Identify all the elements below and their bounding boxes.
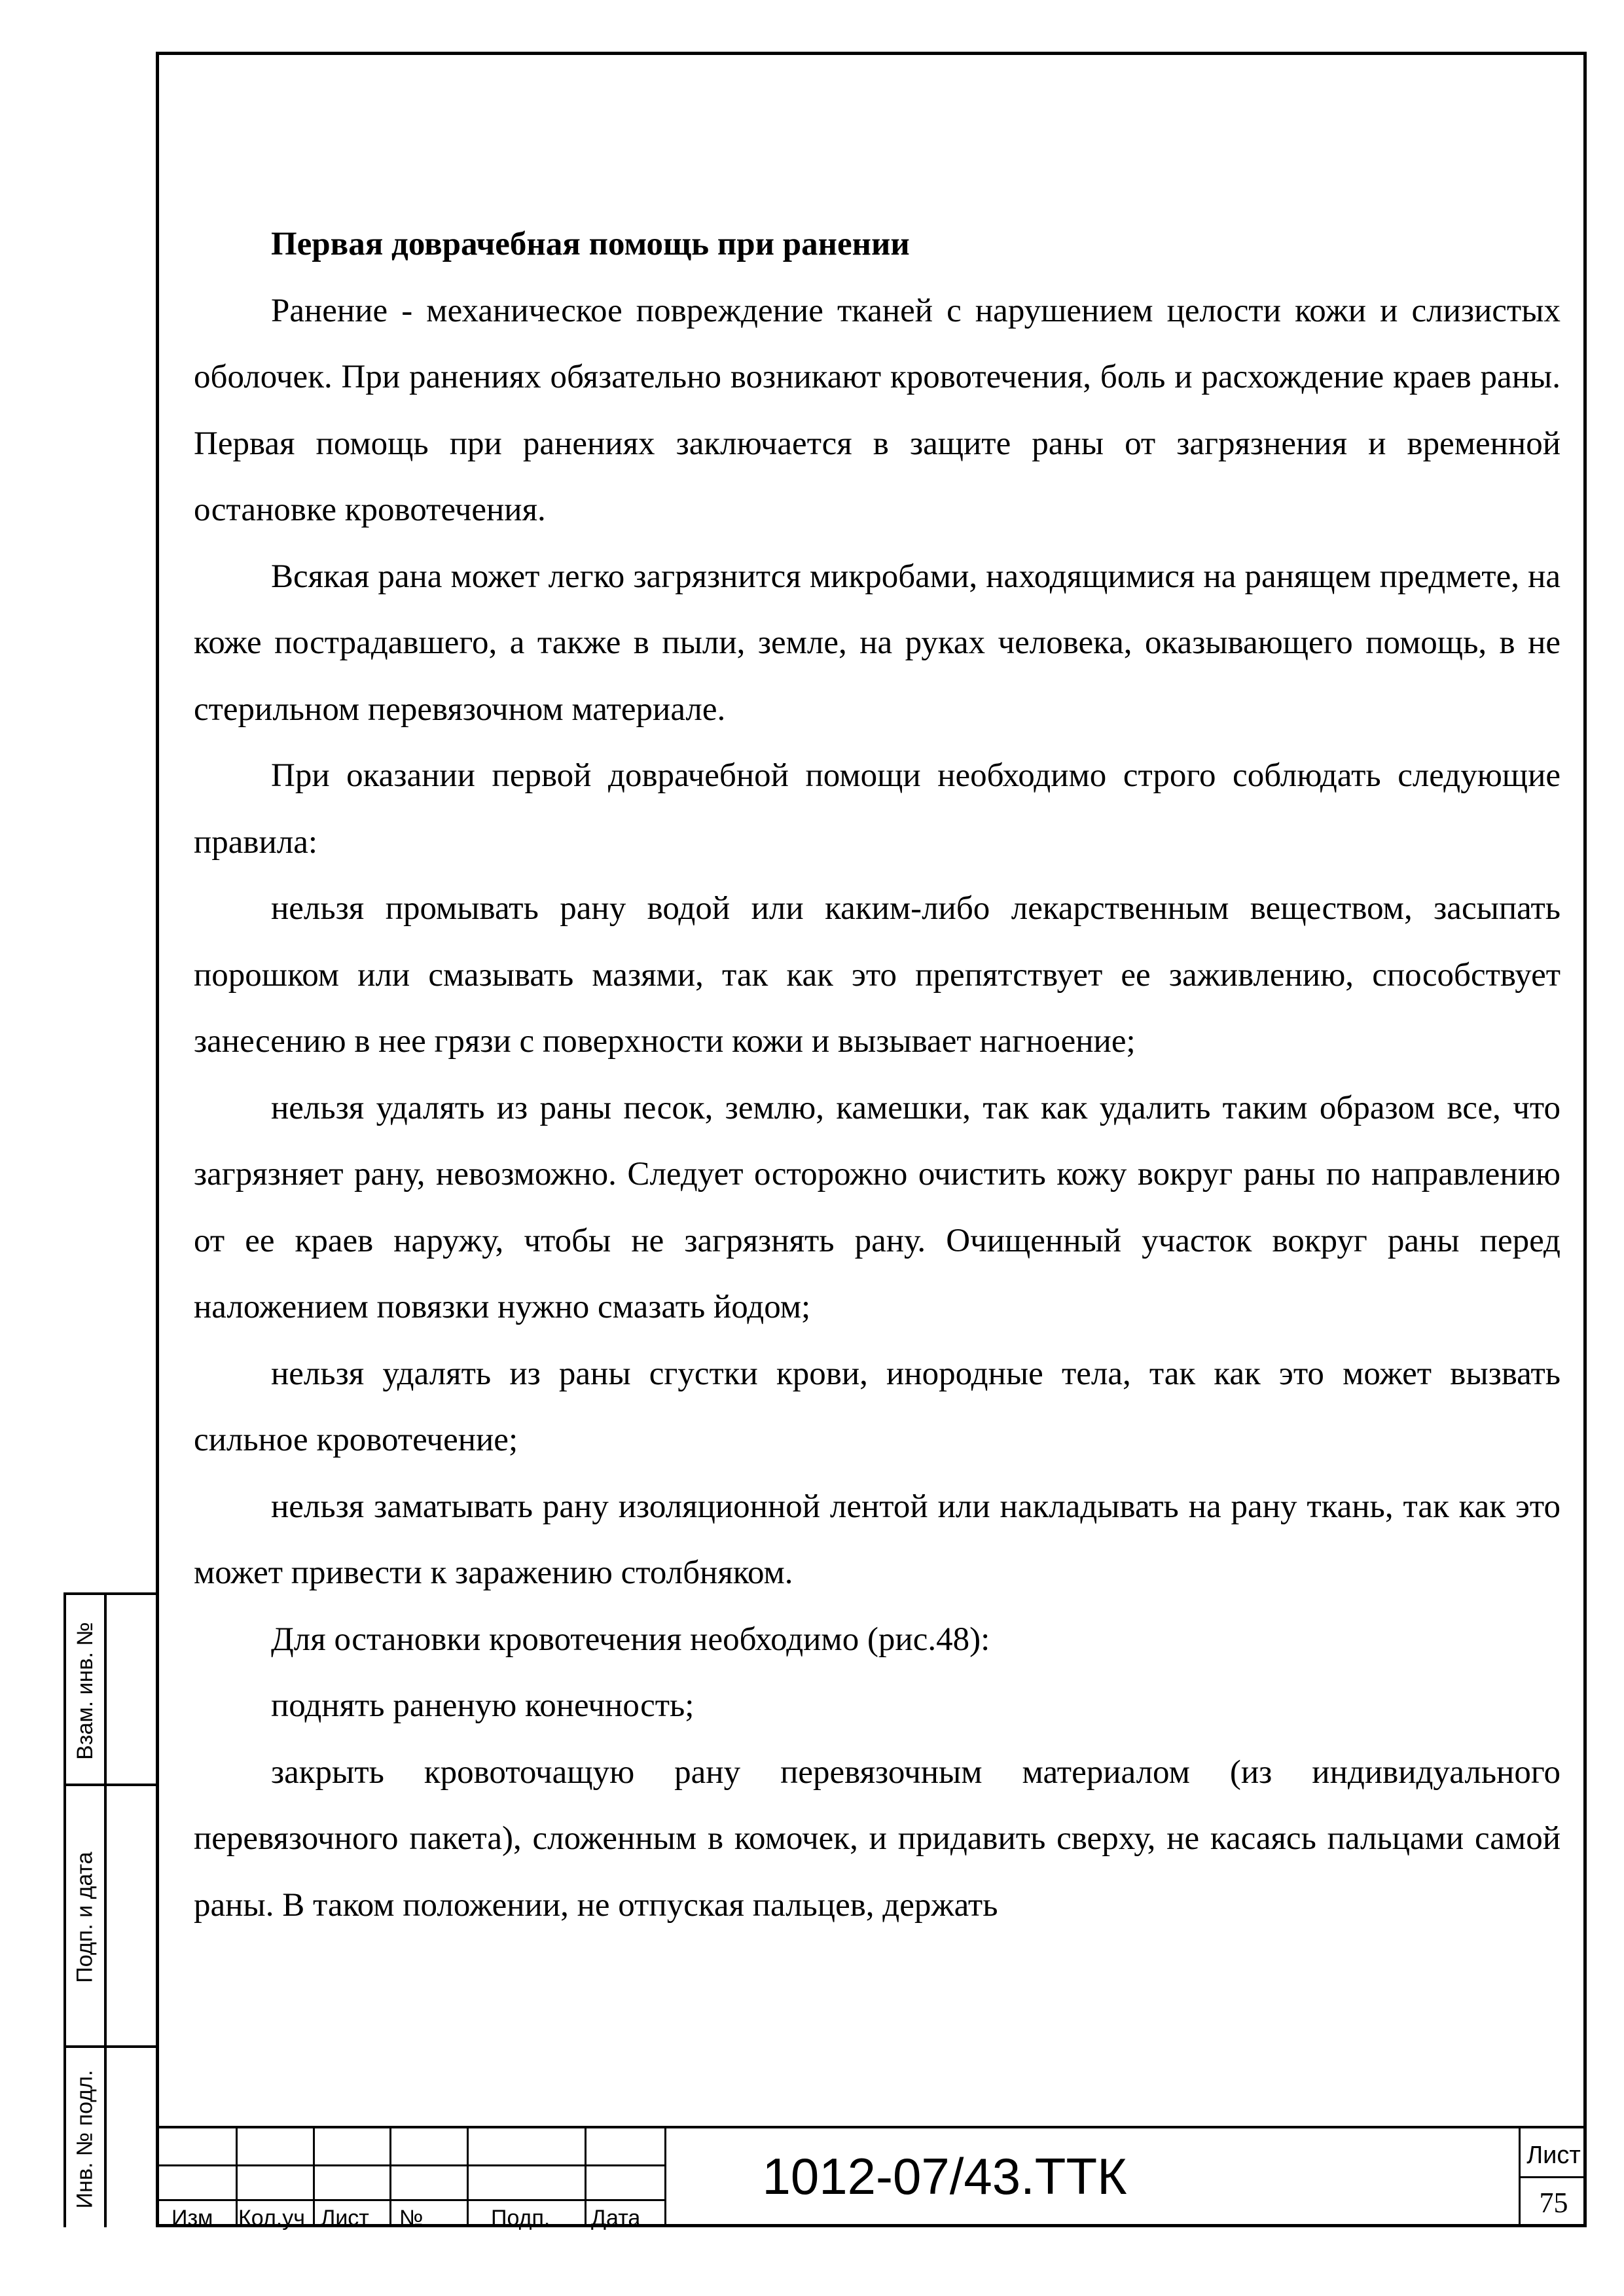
paragraph: закрыть кровоточащую рану перевязочным материалом (из индивидуального перевязочного пакета), сложенным в комочек, и придавить сверху, не касаясь пальцами самой раны. В таком положении, не отпуская пальцев, держать	[194, 1753, 1561, 1924]
title-block-row-line	[156, 2164, 666, 2166]
section-title: Первая доврачебная помощь при ранении	[271, 226, 910, 262]
side-stamp-cell	[66, 1595, 104, 1786]
document-code: 1012-07/43.ТТК	[762, 2147, 1127, 2205]
paragraph: нельзя удалять из раны песок, землю, камешки, так как удалить таким образом все, что загрязняет рану, невозможно. Следует осторожно очистить кожу вокруг раны по направлению от ее краев наружу, чтобы не загрязнять рану. Очищенный участок вокруг раны перед наложением повязки нужно смазать йодом;	[194, 1089, 1561, 1325]
paragraph: При оказании первой доврачебной помощи необходимо строго соблюдать следующие правила:	[194, 757, 1561, 861]
title-block-row-line	[156, 2199, 666, 2201]
side-stamp-label: Подп. и дата	[72, 1851, 98, 1983]
title-block-col-line	[313, 2128, 315, 2227]
column-label: Подп.	[491, 2206, 550, 2231]
column-label: Лист	[321, 2206, 369, 2231]
paragraph: Всякая рана может легко загрязнится микробами, находящимися на ранящем предмете, на коже пострадавшего, а также в пыли, земле, на руках человека, оказывающего помощь, в не стерильном перевязочном материале.	[194, 558, 1561, 728]
sheet-number: 75	[1539, 2187, 1568, 2219]
column-label: Изм	[171, 2206, 213, 2231]
paragraph: нельзя промывать рану водой или каким-либо лекарственным веществом, засыпать порошком или смазывать мазями, так как это препятствует ее заживлению, способствует занесению в нее грязи с поверхности кожи и вызывает нагноение;	[194, 890, 1561, 1060]
title-block-col-line	[585, 2128, 586, 2227]
title-block-row-line	[1519, 2176, 1587, 2178]
column-label: Дата	[591, 2206, 641, 2231]
side-stamp-label: Инв. № подл.	[72, 2070, 98, 2208]
title-block-col-line	[389, 2128, 391, 2227]
column-label: №	[399, 2206, 424, 2231]
paragraph: Для остановки кровотечения необходимо (рис.48):	[271, 1621, 990, 1658]
title-block-col-line	[467, 2128, 469, 2227]
side-stamp-cell	[66, 2048, 104, 2230]
side-stamp-label: Взам. инв. №	[72, 1621, 98, 1760]
column-label: Кол.уч	[238, 2206, 305, 2231]
sheet-label: Лист	[1526, 2142, 1581, 2169]
title-block-col-line	[236, 2128, 238, 2227]
paragraph: нельзя удалять из раны сгустки крови, инородные тела, так как это может вызвать сильное кровотечение;	[194, 1355, 1561, 1458]
paragraph: Ранение - механическое повреждение тканей с нарушением целости кожи и слизистых оболочек. При ранениях обязательно возникают кровотечения, боль и расхождение краев раны. Первая помощь при ранениях заключается в защите раны от загрязнения и временной остановке кровотечения.	[194, 292, 1561, 528]
side-stamp	[63, 1592, 156, 2227]
side-stamp-cell	[66, 1786, 104, 2048]
paragraph: нельзя заматывать рану изоляционной лентой или накладывать на рану ткань, так как это может привести к заражению столбняком.	[194, 1488, 1561, 1591]
paragraph: поднять раненую конечность;	[271, 1687, 695, 1724]
title-block	[156, 2126, 1587, 2231]
document-body	[194, 211, 1561, 1939]
